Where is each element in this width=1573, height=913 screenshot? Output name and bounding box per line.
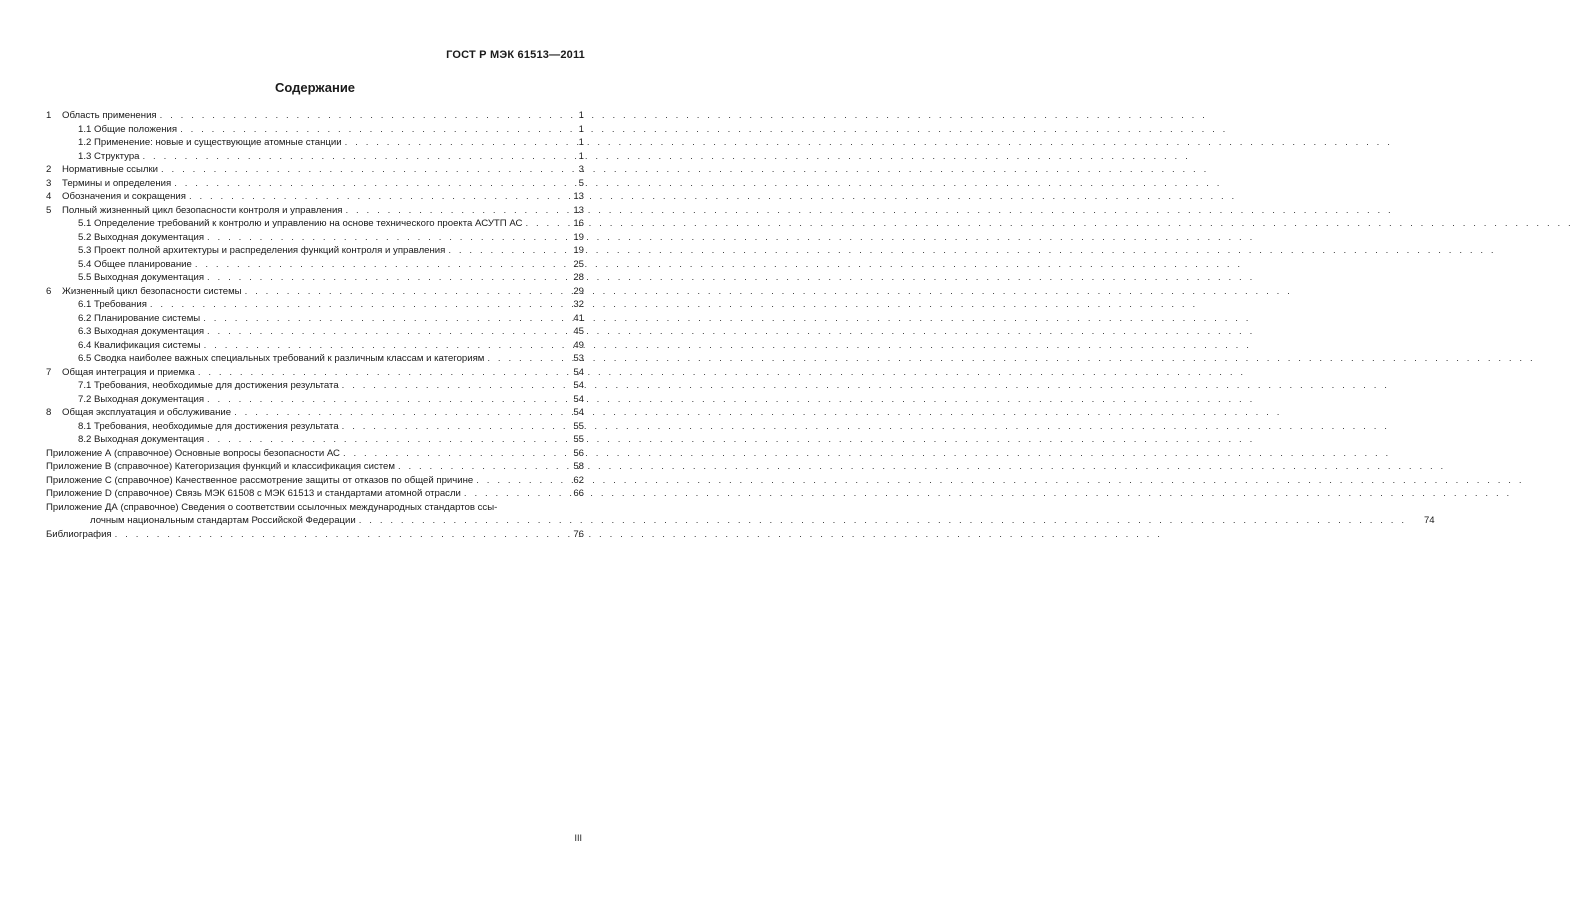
toc-entry[interactable] <box>46 258 584 272</box>
leader-dots <box>343 447 556 461</box>
toc-entry[interactable] <box>46 474 584 488</box>
toc-entry-label: 8.2 Выходная документация <box>78 434 205 445</box>
toc-entry-annex-da[interactable] <box>46 501 1435 528</box>
toc-page-number: 5 <box>578 177 584 189</box>
toc-page-number: 62 <box>573 474 584 486</box>
toc-entry[interactable] <box>46 150 584 164</box>
leader-dots <box>207 325 556 339</box>
toc-section-number: 4 <box>46 191 52 202</box>
leader-dots <box>398 460 556 474</box>
toc-entry-label: Термины и определения <box>62 177 172 189</box>
toc-entry-label: 7.2 Выходная документация <box>78 393 205 405</box>
toc-entry-label: 5.1 Определение требований к контролю и управлению на основе технического проекта АСУТП АС <box>78 218 523 229</box>
toc-section-number: 6 <box>46 285 52 297</box>
toc-entry[interactable] <box>46 393 584 407</box>
leader-dots <box>143 150 556 164</box>
toc-page-number: 54 <box>573 393 584 405</box>
toc-page-number: 56 <box>573 447 584 459</box>
toc-page-number: 1 <box>578 123 584 135</box>
toc-entry-label: 6.5 Сводка наиболее важных специальных требований к различным классам и категориям <box>78 353 485 364</box>
toc-entry[interactable] <box>46 136 584 150</box>
toc-entry[interactable] <box>46 217 584 231</box>
toc-page-number: 49 <box>573 339 584 351</box>
toc-page-number: 1 <box>578 137 584 148</box>
leader-dots <box>160 109 556 123</box>
leader-dots <box>245 285 556 299</box>
toc-entry-label: 6.3 Выходная документация <box>78 326 205 337</box>
toc-entry[interactable] <box>46 204 584 218</box>
toc-section-number: 8 <box>46 407 52 418</box>
leader-dots <box>180 123 556 137</box>
toc-page-number: 54 <box>573 380 584 391</box>
leader-dots <box>525 217 556 231</box>
toc-entry-label: Приложение А (справочное) Основные вопросы безопасности АС <box>46 447 340 459</box>
toc-entry-label: 5.4 Общее планирование <box>78 258 192 270</box>
leader-dots <box>115 528 556 542</box>
toc-title: Содержание <box>274 80 356 95</box>
leader-dots <box>342 379 556 393</box>
toc-section-number: 7 <box>46 366 52 378</box>
toc-page-number: 45 <box>573 326 584 337</box>
toc-entry-label: Общая эксплуатация и обслуживание <box>62 407 232 418</box>
toc-section-number: 5 <box>46 204 52 216</box>
toc-entry-label: 1.2 Применение: новые и существующие атомные станции <box>78 137 342 148</box>
toc-page-number: 13 <box>573 204 584 216</box>
leader-dots <box>207 231 556 245</box>
toc-page-number: 58 <box>573 461 584 472</box>
toc-entry[interactable] <box>46 312 584 326</box>
leader-dots <box>207 433 556 447</box>
toc-page-number: 54 <box>573 407 584 418</box>
toc-entry[interactable] <box>46 366 584 380</box>
toc-section-number: 3 <box>46 177 52 189</box>
toc-entry[interactable] <box>46 339 584 353</box>
annex-da-text <box>46 501 1407 528</box>
leader-dots <box>203 312 556 326</box>
leader-dots <box>346 204 557 218</box>
toc-page-number: 54 <box>573 366 584 378</box>
leader-dots <box>189 190 556 204</box>
toc-entry-label: 6.4 Квалификация системы <box>78 339 201 351</box>
toc-entry[interactable] <box>46 406 584 420</box>
toc-page-number: 19 <box>573 231 584 243</box>
toc-entry-label: Полный жизненный цикл безопасности контроля и управления <box>62 204 343 216</box>
toc-entry[interactable] <box>46 420 584 434</box>
annex-da-line1: Приложение ДА (справочное) Сведения о соответствии ссылочных международных стандартов ссы- <box>46 501 498 513</box>
toc-entry[interactable] <box>46 433 584 447</box>
leader-dots <box>448 244 556 258</box>
leader-dots <box>150 298 556 312</box>
leader-dots <box>207 271 556 285</box>
leader-dots <box>359 514 1407 528</box>
toc-entry-label: Приложение С (справочное) Качественное рассмотрение защиты от отказов по общей причине <box>46 474 474 486</box>
toc-entry[interactable] <box>46 352 584 366</box>
toc-page-number: 1 <box>578 110 584 121</box>
toc-entry-label: 5.2 Выходная документация <box>78 231 205 243</box>
toc-entry-label: Приложение В (справочное) Категоризация функций и классификация систем <box>46 461 395 472</box>
leader-dots <box>195 258 556 272</box>
toc-entry[interactable] <box>46 271 584 285</box>
toc-entries <box>46 109 584 501</box>
toc-page-number: 16 <box>573 218 584 229</box>
toc-page-number: 19 <box>573 245 584 256</box>
page-number-roman: III <box>574 833 582 843</box>
toc-entry[interactable] <box>46 231 584 245</box>
leader-dots <box>198 366 556 380</box>
leader-dots <box>174 177 556 191</box>
leader-dots <box>345 136 556 150</box>
toc-entry-label: Жизненный цикл безопасности системы <box>62 285 242 297</box>
standard-designation: ГОСТ Р МЭК 61513—2011 <box>446 49 585 61</box>
leader-dots <box>161 163 556 177</box>
toc-entry-label: 1.1 Общие положения <box>78 123 178 135</box>
annex-da-line2: лочным национальным стандартам Российской Федерации <box>90 515 356 526</box>
toc-entry[interactable] <box>46 190 584 204</box>
leader-dots <box>487 352 556 366</box>
toc-entry-label: 6.1 Требования <box>78 299 147 310</box>
leader-dots <box>204 339 556 353</box>
toc-entry[interactable] <box>46 163 584 177</box>
leader-dots <box>342 420 556 434</box>
toc-section-number: 1 <box>46 110 52 121</box>
toc-entry-label: Область применения <box>62 110 157 121</box>
toc-page-number: 74 <box>1423 515 1435 526</box>
toc-entry[interactable] <box>46 109 584 123</box>
toc-entry[interactable] <box>46 177 584 191</box>
toc-entry-label: Обозначения и сокращения <box>62 191 186 202</box>
toc-page-number: 25 <box>573 258 584 270</box>
toc-entry[interactable] <box>46 447 584 461</box>
toc-entry-label: Приложение D (справочное) Связь МЭК 61508 с МЭК 61513 и стандартами атомной отрасли <box>46 488 461 499</box>
toc-entry[interactable] <box>46 244 584 258</box>
leader-dots <box>464 487 556 501</box>
toc-entry-label: 7.1 Требования, необходимые для достижения результата <box>78 380 339 391</box>
toc-page-number: 32 <box>573 299 584 310</box>
leader-dots <box>207 393 556 407</box>
toc-entry[interactable] <box>46 325 584 339</box>
toc-entry-label: Нормативные ссылки <box>62 164 159 175</box>
toc-page-number: 41 <box>573 312 584 324</box>
toc-entry-label: Общая интеграция и приемка <box>62 366 195 378</box>
toc-entry-label: 6.2 Планирование системы <box>78 312 201 324</box>
toc-page-number: 76 <box>573 528 584 540</box>
toc-entry-label: 1.3 Структура <box>78 150 140 162</box>
toc-page-number: 28 <box>573 272 584 283</box>
toc-entry-bibliography[interactable] <box>46 528 584 542</box>
toc-entry[interactable] <box>46 298 584 312</box>
leader-dots <box>476 474 556 488</box>
toc-page-number: 55 <box>573 434 584 445</box>
table-of-contents <box>46 109 1435 541</box>
toc-page-number: 13 <box>573 191 584 202</box>
toc-section-number: 2 <box>46 164 52 175</box>
leader-dots <box>234 406 556 420</box>
toc-entry-label: 8.1 Требования, необходимые для достижения результата <box>78 420 339 432</box>
toc-entry[interactable] <box>46 487 584 501</box>
toc-page-number: 53 <box>573 353 584 364</box>
toc-page-number: 3 <box>578 164 584 175</box>
toc-entry[interactable] <box>46 460 584 474</box>
toc-entry-label: Библиография <box>46 528 112 540</box>
toc-page-number: 66 <box>573 488 584 499</box>
toc-entry-label: 5.5 Выходная документация <box>78 272 205 283</box>
toc-page-number: 55 <box>573 420 584 432</box>
toc-entry[interactable] <box>46 285 584 299</box>
toc-page-number: 29 <box>573 285 584 297</box>
toc-entry[interactable] <box>46 379 584 393</box>
toc-page-number: 1 <box>578 150 584 162</box>
annex-da-line2-wrap <box>46 514 1407 528</box>
toc-entry[interactable] <box>46 123 584 137</box>
toc-entry-label: 5.3 Проект полной архитектуры и распределения функций контроля и управления <box>78 245 446 256</box>
